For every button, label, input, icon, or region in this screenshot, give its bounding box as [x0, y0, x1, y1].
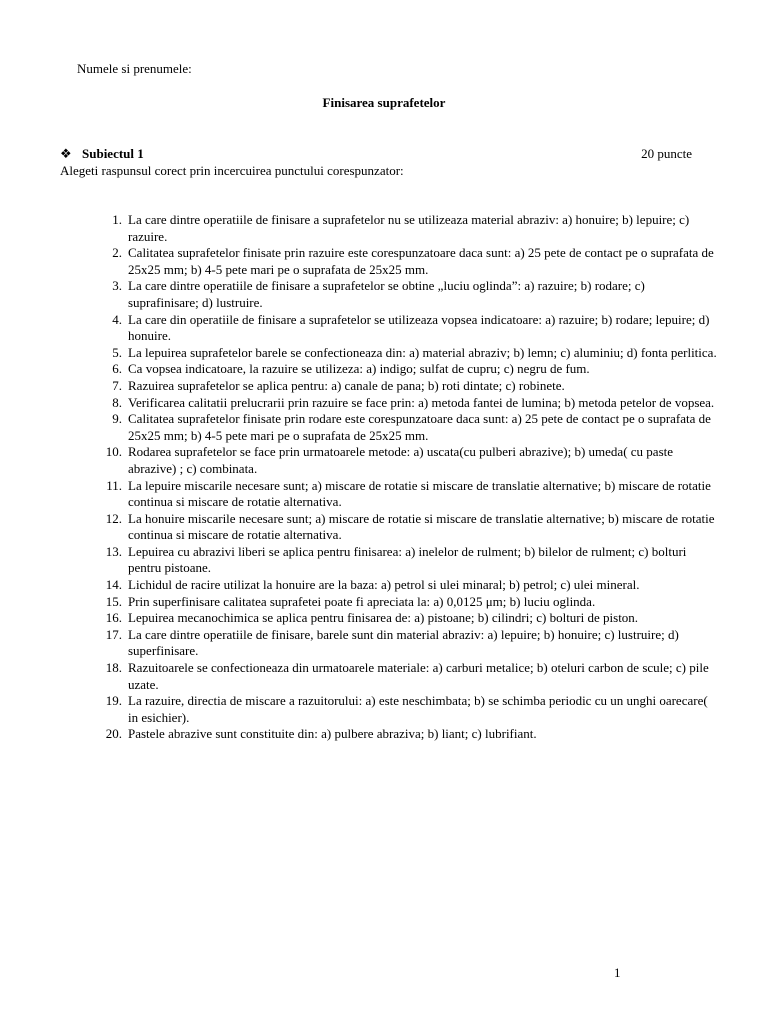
question-item: [100, 544, 718, 577]
question-item: [100, 361, 718, 378]
question-item: [100, 693, 718, 726]
question-item: [100, 726, 718, 743]
question-number: 2.: [112, 245, 122, 261]
question-number: 12.: [105, 510, 122, 526]
question-text: La care dintre operatiile de finisare a suprafetelor nu se utilizeaza material abraziv: a) honuire; b) lepuire; c) razuire.: [128, 212, 690, 244]
question-number: 17.: [105, 626, 122, 642]
question-text: Razuitoarele se confectioneaza din urmatoarele materiale: a) carburi metalice; b) oteluri carbon de scule; c) pile uzate.: [128, 660, 709, 692]
question-text: Calitatea suprafetelor finisate prin rodare este corespunzatoare daca sunt: a) 25 pete de contact pe o suprafata de 25x25 mm; b) 4-5 pete mari pe o suprafata de 25x25 mm.: [128, 411, 711, 443]
question-number: 5.: [112, 344, 122, 360]
question-item: [100, 345, 718, 362]
subject-points: 20 puncte: [641, 146, 692, 161]
question-item: [100, 312, 718, 345]
question-text: Calitatea suprafetelor finisate prin razuire este corespunzatoare daca sunt: a) 25 pete de contact pe o suprafata de 25x25 mm; b) 4-5 pete mari pe o suprafata de 25x25 mm.: [128, 245, 714, 277]
question-number: 9.: [112, 411, 122, 427]
question-text: La lepuire miscarile necesare sunt; a) miscare de rotatie si miscare de translatie alternative; b) miscare de rotatie continua si miscare de rotatie alternativa.: [128, 477, 711, 510]
question-number: 14.: [105, 577, 122, 593]
question-list: [100, 212, 718, 743]
question-text: Prin superfinisare calitatea suprafetei poate fi apreciata la: a) 0,0125 μm; b) luciu oglinda.: [128, 593, 596, 609]
question-number: 7.: [112, 377, 122, 393]
question-number: 1.: [112, 212, 122, 227]
question-item: [100, 478, 718, 511]
question-item: [100, 278, 718, 311]
question-number: 13.: [105, 543, 122, 559]
question-item: [100, 378, 718, 395]
question-text: Lichidul de racire utilizat la honuire are la baza: a) petrol si ulei minaral; b) petrol; c) ulei mineral.: [128, 577, 640, 593]
subject-title: Subiectul 1: [82, 146, 144, 161]
question-text: Verificarea calitatii prelucrarii prin razuire se face prin: a) metoda fantei de lumina; b) metoda petelor de vopsea.: [128, 394, 715, 410]
question-number: 6.: [112, 361, 122, 377]
diamond-bullet-icon: ❖: [60, 146, 72, 161]
question-text: Ca vopsea indicatoare, la razuire se utilizeza: a) indigo; sulfat de cupru; c) negru de fum.: [128, 361, 590, 377]
question-item: [100, 627, 718, 660]
question-text: La razuire, directia de miscare a razuitorului: a) este neschimbata; b) se schimba periodic cu un unghi oarecare( in esichier).: [128, 693, 708, 725]
question-number: 16.: [105, 610, 122, 626]
question-text: Razuirea suprafetelor se aplica pentru: a) canale de pana; b) roti dintate; c) robinete.: [128, 377, 565, 393]
question-text: Lepuirea cu abrazivi liberi se aplica pentru finisarea: a) inelelor de rulment; b) bilelor de rulment; c) bolturi pentru pistoane.: [128, 543, 687, 576]
question-text: Rodarea suprafetelor se face prin urmatoarele metode: a) uscata(cu pulberi abrazive); b) umeda( cu paste abrazive) ; c) combinata.: [128, 444, 674, 476]
question-text: Lepuirea mecanochimica se aplica pentru finisarea de: a) pistoane; b) cilindri; c) bolturi de piston.: [128, 610, 639, 626]
question-item: [100, 610, 718, 627]
question-item: [100, 594, 718, 611]
question-number: 19.: [105, 693, 122, 709]
question-text: La lepuirea suprafetelor barele se confectioneaza din: a) material abraziv; b) lemn; c) aluminiu; d) fonta perlitica.: [128, 344, 717, 360]
question-item: [100, 577, 718, 594]
name-label: Numele si prenumele:: [77, 61, 192, 76]
question-text: La care din operatiile de finisare a suprafetelor se utilizeaza vopsea indicatoare: a) razuire; b) rodare; lepuire; d) honuire.: [128, 311, 710, 344]
question-number: 18.: [105, 660, 122, 676]
subject-heading: [60, 146, 692, 163]
document-title: Finisarea suprafetelor: [322, 95, 446, 110]
instruction-text: Alegeti raspunsul corect prin incercuirea punctului corespunzator:: [60, 163, 404, 178]
question-text: Pastele abrazive sunt constituite din: a) pulbere abraziva; b) liant; c) lubrifiant.: [128, 726, 537, 742]
question-item: [100, 245, 718, 278]
question-text: La honuire miscarile necesare sunt; a) miscare de rotatie si miscare de translatie alternative; b) miscare de rotatie continua si miscare de rotatie alternativa.: [128, 510, 715, 543]
question-number: 20.: [105, 726, 122, 742]
question-item: [100, 411, 718, 444]
question-number: 10.: [105, 444, 122, 460]
question-number: 15.: [105, 593, 122, 609]
question-item: [100, 660, 718, 693]
question-number: 3.: [112, 278, 122, 294]
question-number: 8.: [112, 394, 122, 410]
question-number: 4.: [112, 311, 122, 327]
page-number: 1: [614, 965, 621, 980]
question-item: [100, 212, 718, 245]
question-item: [100, 395, 718, 412]
question-text: La care dintre operatiile de finisare, barele sunt din material abraziv: a) lepuire; b) honuire; c) lustruire; d) superfinisare.: [128, 626, 679, 659]
question-number: 11.: [106, 477, 122, 493]
question-text: La care dintre operatiile de finisare a suprafetelor se obtine „luciu oglinda”: a) razuire; b) rodare; c) suprafinisare; d) lustruire.: [128, 278, 645, 310]
question-item: [100, 444, 718, 477]
question-item: [100, 511, 718, 544]
